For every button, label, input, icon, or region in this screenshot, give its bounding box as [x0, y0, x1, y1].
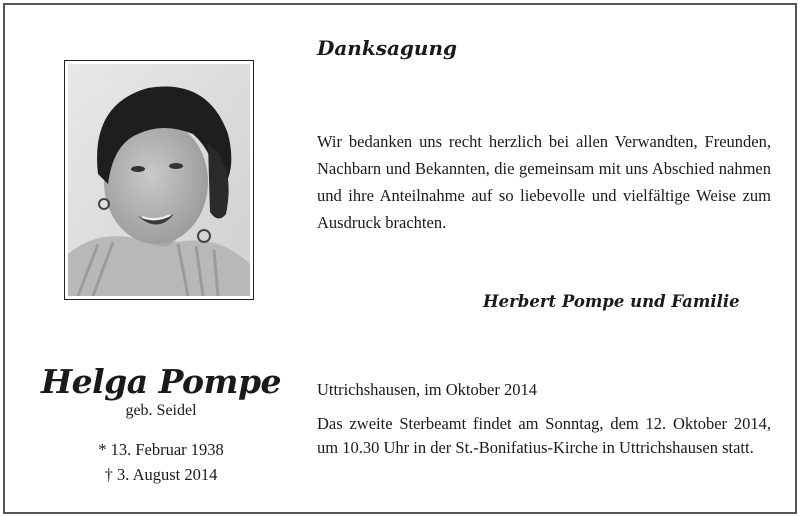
place-date: Uttrichshausen, im Oktober 2014 — [317, 380, 537, 399]
birth-date: * 13. Februar 1938 — [98, 440, 224, 459]
portrait-photo — [64, 60, 254, 300]
portrait-image — [68, 64, 250, 296]
deceased-name: Helga Pompe — [40, 362, 282, 401]
life-dates — [38, 437, 284, 487]
death-date: † 3. August 2014 — [104, 465, 218, 484]
notice-heading: Danksagung — [317, 36, 457, 60]
service-paragraph: Das zweite Sterbeamt findet am Sonntag, dem 12. Oktober 2014, um 10.30 Uhr in der St.-Bonifatius-Kirche in Uttrichshausen statt. — [317, 414, 771, 457]
thanks-paragraph: Wir bedanken uns recht herzlich bei allen Verwandten, Freunden, Nachbarn und Bekannten, die gemeinsam mit uns Abschied nahmen und ihre Anteilnahme auf so liebevolle und vielfältige Weise zum Ausdruck brachten. — [317, 132, 771, 232]
signature: Herbert Pompe und Familie — [483, 292, 740, 311]
maiden-name: geb. Seidel — [125, 402, 197, 419]
